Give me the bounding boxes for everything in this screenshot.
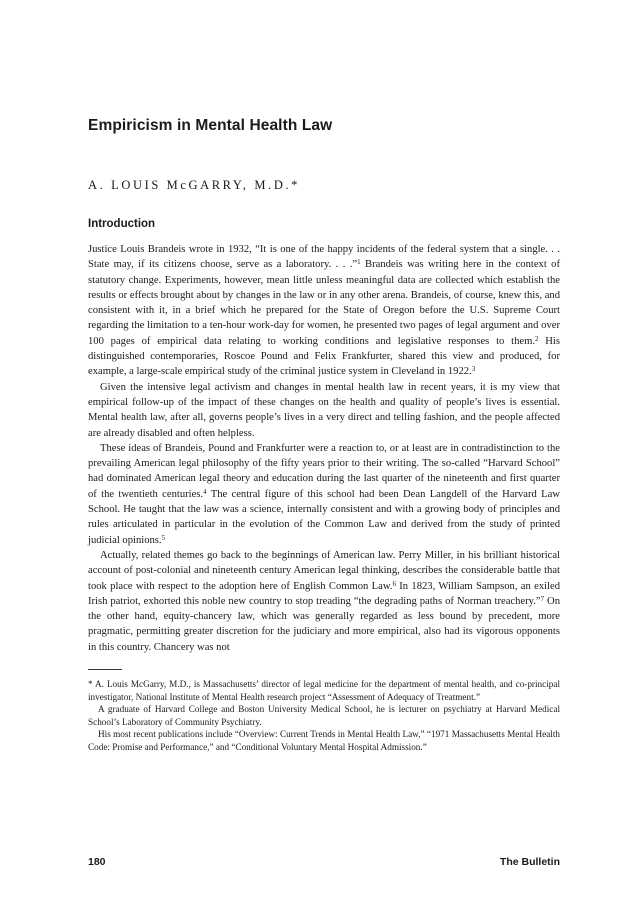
author-footnotes bbox=[88, 678, 560, 754]
footnote-ref: 6 bbox=[392, 579, 396, 588]
paragraph-2 bbox=[88, 380, 560, 441]
footnote-3: His most recent publications include “Overview: Current Trends in Mental Health Law,” “1971 Massachusetts Mental Health Code: Promise and Performance,” and “Conditional Voluntary Mental Hospital Admission.” bbox=[88, 729, 560, 752]
paragraph-text: Justice Louis Brandeis wrote in 1932, “It is one of the happy incidents of the federal system that a single. . . State may, if its citizens choose, serve as a laboratory. . . .” bbox=[88, 244, 560, 271]
footnote-divider bbox=[88, 669, 122, 670]
paragraph-text: In 1823, William Sampson, an exiled Irish patriot, exhorted this noble new country to stop treading “the degrading paths of Norman treachery.” bbox=[88, 580, 560, 607]
paragraph-text: Brandeis was writing here in the context of statutory change. Experiments, however, mean little unless meaningful data are collected which establish the results or effects brought about by changes in the law or in any other arena. Brandeis, of course, knew this, and consistent with it, in a brief which he prepared for the State of Oregon before the U.S. Supreme Court regarding the limitation to a ten-hour work-day for women, he presented two pages of legal argument and over 100 pages of empirical data relating to working conditions and legislative responses to them. bbox=[88, 259, 560, 347]
paragraph-1 bbox=[88, 242, 560, 380]
footnote-ref: 1 bbox=[357, 258, 361, 267]
footnote-ref: 4 bbox=[203, 487, 207, 496]
footnote-ref: 3 bbox=[471, 365, 476, 374]
paragraph-text: Given the intensive legal activism and changes in mental health law in recent years, it is my view that empirical follow-up of the impact of these changes on the health and quality of people’s lives is essential. Mental health law, after all, governs people’s lives in a very direct and telling fashion, and the people affected are already disabled and often helpless. bbox=[88, 381, 560, 439]
footnote-ref: 2 bbox=[534, 334, 539, 343]
article-title: Empiricism in Mental Health Law bbox=[88, 117, 333, 134]
paragraph-text: These ideas of Brandeis, Pound and Frankfurter were a reaction to, or at least are in contradistinction to the prevailing American legal philosophy of the fifty years prior to their writing. The so-called “Harvard School” had dominated American legal theory and education during the last quarter of the nineteenth and first quarter of the twentieth centuries. bbox=[88, 442, 560, 500]
article-page bbox=[88, 116, 560, 754]
paragraph-text: Actually, related themes go back to the beginnings of American law. Perry Miller, in his brilliant historical account of post-colonial and nineteenth century American legal thinking, describes the considerable battle that took place with respect to the adoption here of English Common Law. bbox=[88, 549, 560, 592]
paragraph-3 bbox=[88, 441, 560, 548]
author-byline: A. LOUIS McGARRY, M.D.* bbox=[88, 178, 301, 192]
section-heading: Introduction bbox=[88, 218, 156, 230]
paragraph-text: On the other hand, equity-chancery law, which was generally regarded as less bound by precedent, more pragmatic, permitting greater discretion for the judiciary and more empirical, also had its vigorous opponents in this country. Chancery was not bbox=[88, 595, 560, 653]
footnote-2: A graduate of Harvard College and Boston University Medical School, he is lecturer on psychiatry at Harvard Medical School’s Laboratory of Community Psychiatry. bbox=[88, 704, 560, 727]
footnote-1: * A. Louis McGarry, M.D., is Massachusetts’ director of legal medicine for the department of mental health, and co-principal investigator, National Institute of Mental Health research project “Assessment of Adequacy of Treatment.” bbox=[88, 679, 560, 702]
paragraph-text: His distinguished contemporaries, Roscoe Pound and Felix Frankfurter, shared this view and produced, for example, a large-scale empirical study of the criminal justice system in Cleveland in 1922. bbox=[88, 335, 560, 378]
footnote-ref: 5 bbox=[161, 533, 166, 542]
article-body bbox=[88, 242, 560, 655]
footnote-ref: 7 bbox=[540, 594, 545, 603]
paragraph-4 bbox=[88, 548, 560, 655]
page-number: 180 bbox=[88, 856, 106, 868]
journal-name: The Bulletin bbox=[499, 856, 560, 868]
paragraph-text: The central figure of this school had been Dean Langdell of the Harvard Law School. He taught that the law was a science, internally consistent and with a growing body of principles and rules articulated in particular in the evolution of the Common Law and derived from the study of printed judicial opinions. bbox=[88, 488, 560, 546]
